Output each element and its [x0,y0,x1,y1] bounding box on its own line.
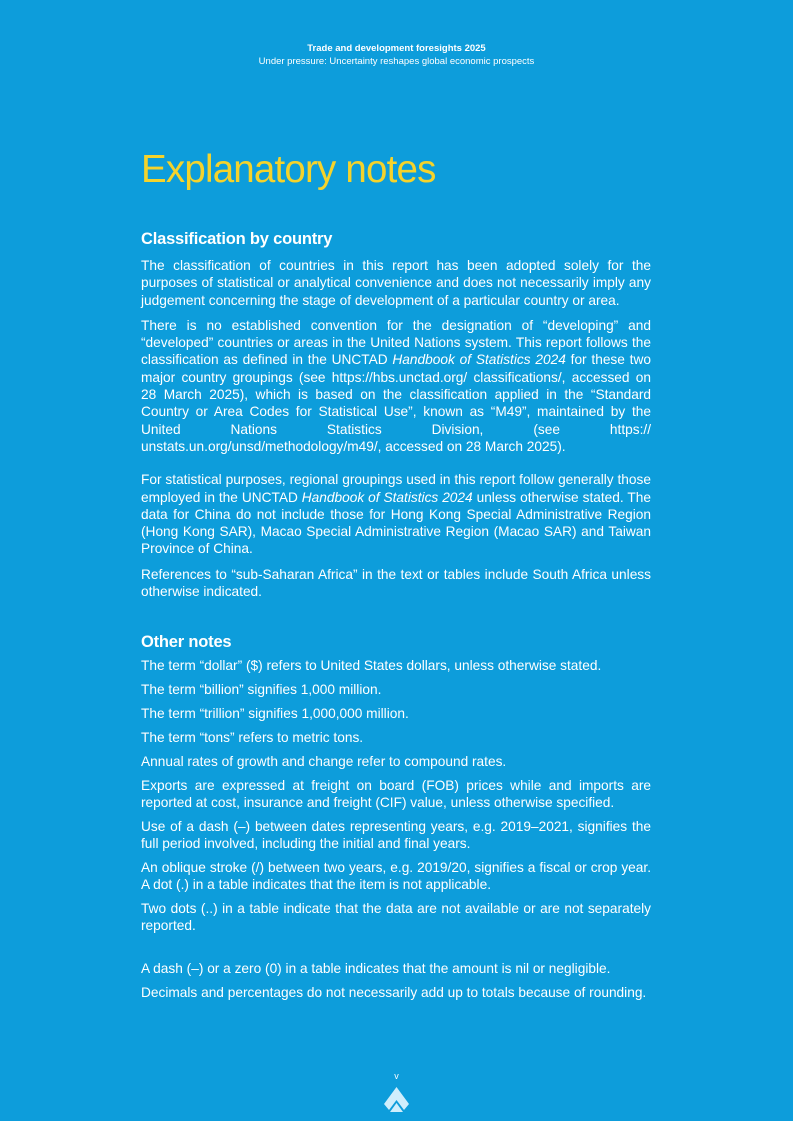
note-tons: The term “tons” refers to metric tons. [141,730,364,746]
note-rounding: Decimals and percentages do not necessarily add up to totals because of rounding. [141,985,647,1001]
other-notes-section [141,631,651,1001]
note-oblique-stroke: An oblique stroke (/) between two years, e.g. 2019/20, signifies a fiscal or crop year. A dot (.) in a table indicates that the item is not applicable. [141,860,651,893]
page-title: Explanatory notes [141,148,436,191]
note-growth-rates: Annual rates of growth and change refer to compound rates. [141,754,507,770]
page-content [141,146,651,1001]
classification-paragraph-2 [141,317,651,455]
note-fob-cif: Exports are expressed at freight on board (FOB) prices while and imports are reported at cost, insurance and freight (CIF) value, unless otherwise specified. [141,778,651,811]
note-trillion: The term “trillion” signifies 1,000,000 million. [141,706,409,722]
note-dollar: The term “dollar” ($) refers to United States dollars, unless otherwise stated. [141,658,602,674]
note-dash-zero: A dash (–) or a zero (0) in a table indicates that the amount is nil or negligible. [141,961,611,977]
unctad-arrow-logo-icon [384,1087,409,1114]
classification-paragraph-4: References to “sub-Saharan Africa” in the text or tables include South Africa unless otherwise indicated. [141,566,651,600]
note-two-dots: Two dots (..) in a table indicate that the data are not available or are not separately reported. [141,901,651,934]
report-subtitle: Under pressure: Uncertainty reshapes global economic prospects [258,55,535,67]
other-notes-heading: Other notes [141,633,232,652]
classification-paragraph-1: The classification of countries in this report has been adopted solely for the purposes of statistical or analytical convenience and does not necessarily imply any judgement concerning the stage of development of a particular country or area. [141,258,651,308]
paragraph-2-text-a: There is no established convention for the designation of “developing” and “developed” countries or areas in the United Nations system. This report follows the classification as defined in the UNCTAD [141,317,651,368]
paragraph-2-text-c: for these two major country groupings (see https://hbs.unctad.org/ classifications/, accessed on 28 March 2025), which is based on the classification applied in the “Standard Country or Area Codes for Statistical Use”, known as “M49”, maintained by the United Nations Statistics Division, (see https:// unstats.un.org/unsd/methodology/m49/, accessed on 28 March 2025). [141,352,651,454]
classification-paragraph-3 [141,471,651,557]
note-billion: The term “billion” signifies 1,000 million. [141,682,382,698]
classification-heading: Classification by country [141,230,333,248]
handbook-title: Handbook of Statistics 2024 [392,352,566,368]
classification-section [141,228,651,600]
paragraph-3-text-c: unless otherwise stated. The data for China do not include those for Hong Kong Special Administrative Region (Hong Kong SAR), Macao Special Administrative Region (Macao SAR) and Taiwan Province of China. [141,489,651,557]
running-header [0,43,793,68]
note-dash-years: Use of a dash (–) between dates representing years, e.g. 2019–2021, signifies the full period involved, including the initial and final years. [141,819,651,852]
handbook-title: Handbook of Statistics 2024 [301,489,473,505]
paragraph-3-text-a: For statistical purposes, regional groupings used in this report follow generally those employed in the UNCTAD [141,472,651,505]
report-title: Trade and development foresights 2025 [307,43,486,54]
page-number: v [394,1071,399,1081]
